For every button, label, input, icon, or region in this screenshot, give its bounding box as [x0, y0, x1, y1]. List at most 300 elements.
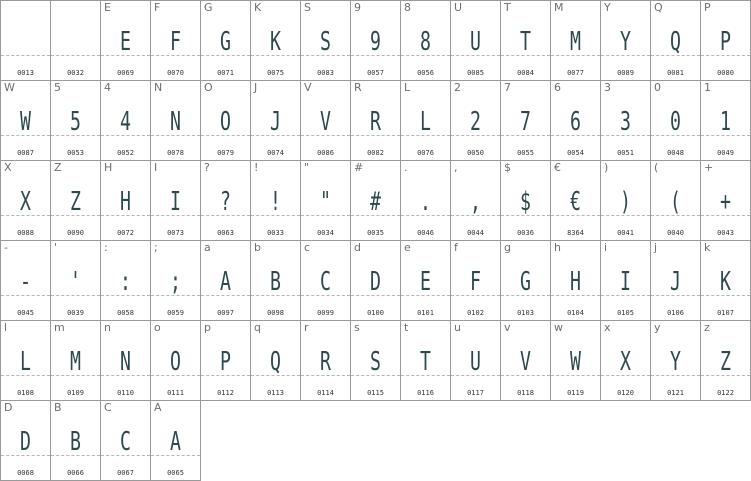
- glyph-cell[interactable]: [401, 241, 451, 321]
- glyph-cell-key-label: H: [104, 161, 113, 174]
- glyph-cell[interactable]: [51, 321, 101, 401]
- glyph-preview: N: [120, 347, 131, 377]
- baseline-guide: [1, 295, 50, 296]
- glyph-cell-key-label: p: [204, 321, 211, 334]
- glyph-preview: M: [570, 27, 581, 57]
- glyph-preview: S: [320, 27, 331, 57]
- glyph-cell[interactable]: [451, 1, 501, 81]
- glyph-preview: €: [570, 187, 581, 217]
- glyph-cell[interactable]: [301, 81, 351, 161]
- baseline-guide: [351, 375, 400, 376]
- glyph-preview: Y: [620, 27, 631, 57]
- glyph-cell[interactable]: [101, 321, 151, 401]
- glyph-cell[interactable]: [401, 81, 451, 161]
- baseline-guide: [251, 215, 300, 216]
- baseline-guide: [701, 375, 750, 376]
- glyph-char-code: 0081: [667, 69, 684, 77]
- glyph-char-code: 0071: [217, 69, 234, 77]
- baseline-guide: [101, 455, 150, 456]
- glyph-char-code: 0058: [117, 309, 134, 317]
- baseline-guide: [201, 215, 250, 216]
- baseline-guide: [701, 295, 750, 296]
- glyph-char-code: 0120: [617, 389, 634, 397]
- glyph-cell[interactable]: [1, 1, 51, 81]
- baseline-guide: [1, 215, 50, 216]
- baseline-guide: [1, 455, 50, 456]
- glyph-cell[interactable]: [651, 241, 701, 321]
- baseline-guide: [301, 135, 350, 136]
- glyph-cell-key-label: Z: [54, 161, 62, 174]
- baseline-guide: [651, 215, 700, 216]
- glyph-char-code: 0114: [317, 389, 334, 397]
- glyph-cell[interactable]: [351, 1, 401, 81]
- glyph-cell[interactable]: [151, 161, 201, 241]
- glyph-cell-key-label: ": [304, 161, 310, 174]
- glyph-cell[interactable]: [251, 241, 301, 321]
- glyph-cell[interactable]: [501, 161, 551, 241]
- glyph-char-code: 0098: [267, 309, 284, 317]
- glyph-cell-key-label: D: [4, 401, 13, 414]
- glyph-preview: .: [420, 187, 431, 217]
- glyph-preview: ): [620, 187, 631, 217]
- glyph-preview: Z: [70, 187, 81, 217]
- glyph-cell[interactable]: [501, 1, 551, 81]
- glyph-char-code: 0116: [417, 389, 434, 397]
- glyph-char-code: 0033: [267, 229, 284, 237]
- glyph-preview: -: [20, 267, 31, 297]
- baseline-guide: [351, 215, 400, 216]
- glyph-cell[interactable]: [151, 321, 201, 401]
- glyph-char-code: 0119: [567, 389, 584, 397]
- baseline-guide: [651, 55, 700, 56]
- baseline-guide: [201, 55, 250, 56]
- glyph-cell[interactable]: [651, 81, 701, 161]
- glyph-cell[interactable]: [101, 241, 151, 321]
- glyph-cell[interactable]: [201, 81, 251, 161]
- glyph-preview: 0: [670, 107, 681, 137]
- glyph-cell-key-label: a: [204, 241, 211, 254]
- glyph-cell-key-label: J: [254, 81, 258, 94]
- baseline-guide: [151, 135, 200, 136]
- glyph-cell-key-label: d: [354, 241, 361, 254]
- baseline-guide: [601, 295, 650, 296]
- glyph-preview: Z: [720, 347, 731, 377]
- baseline-guide: [301, 215, 350, 216]
- glyph-cell-key-label: G: [204, 1, 213, 14]
- glyph-cell-key-label: T: [504, 1, 511, 14]
- glyph-cell-key-label: l: [4, 321, 8, 334]
- baseline-guide: [601, 215, 650, 216]
- glyph-preview: 6: [570, 107, 581, 137]
- glyph-char-code: 0083: [317, 69, 334, 77]
- glyph-preview: 4: [120, 107, 131, 137]
- glyph-cell-key-label: 1: [704, 81, 711, 94]
- glyph-cell[interactable]: [601, 321, 651, 401]
- glyph-cell-key-label: S: [304, 1, 311, 14]
- glyph-preview: 1: [720, 107, 731, 137]
- glyph-cell-key-label: 4: [104, 81, 111, 94]
- glyph-cell[interactable]: [201, 321, 251, 401]
- glyph-char-code: 0102: [467, 309, 484, 317]
- glyph-cell[interactable]: [701, 1, 751, 81]
- glyph-cell-key-label: u: [454, 321, 461, 334]
- glyph-cell[interactable]: [151, 401, 201, 481]
- baseline-guide: [51, 215, 100, 216]
- glyph-preview: W: [20, 107, 31, 137]
- glyph-cell-key-label: #: [354, 161, 364, 174]
- glyph-char-code: 0108: [17, 389, 34, 397]
- glyph-cell[interactable]: [701, 81, 751, 161]
- glyph-cell[interactable]: [51, 401, 101, 481]
- glyph-char-code: 8364: [567, 229, 584, 237]
- glyph-cell-key-label: P: [704, 1, 711, 14]
- glyph-preview: C: [320, 267, 331, 297]
- glyph-char-code: 0051: [617, 149, 634, 157]
- baseline-guide: [501, 55, 550, 56]
- baseline-guide: [501, 375, 550, 376]
- glyph-preview: X: [20, 187, 31, 217]
- glyph-preview: G: [220, 27, 231, 57]
- baseline-guide: [51, 455, 100, 456]
- baseline-guide: [151, 55, 200, 56]
- baseline-guide: [651, 135, 700, 136]
- glyph-preview: D: [20, 427, 31, 457]
- glyph-cell[interactable]: [1, 401, 51, 481]
- glyph-char-code: 0112: [217, 389, 234, 397]
- glyph-char-code: 0099: [317, 309, 334, 317]
- glyph-cell-key-label: t: [404, 321, 409, 334]
- glyph-cell[interactable]: [301, 321, 351, 401]
- glyph-cell[interactable]: [551, 81, 601, 161]
- glyph-char-code: 0107: [717, 309, 734, 317]
- baseline-guide: [401, 135, 450, 136]
- glyph-cell-key-label: 0: [654, 81, 661, 94]
- baseline-guide: [401, 295, 450, 296]
- glyph-cell[interactable]: [1, 241, 51, 321]
- baseline-guide: [151, 455, 200, 456]
- glyph-cell-key-label: 7: [504, 81, 511, 94]
- glyph-char-code: 0053: [67, 149, 84, 157]
- glyph-cell-key-label: m: [54, 321, 65, 334]
- glyph-preview: J: [670, 267, 681, 297]
- glyph-char-code: 0118: [517, 389, 534, 397]
- glyph-cell-key-label: f: [454, 241, 458, 254]
- glyph-char-code: 0100: [367, 309, 384, 317]
- glyph-preview: E: [120, 27, 131, 57]
- glyph-preview: V: [520, 347, 531, 377]
- baseline-guide: [401, 375, 450, 376]
- glyph-preview: B: [270, 267, 281, 297]
- baseline-guide: [51, 375, 100, 376]
- glyph-cell[interactable]: [551, 241, 601, 321]
- baseline-guide: [551, 375, 600, 376]
- glyph-preview: L: [20, 347, 31, 377]
- baseline-guide: [601, 375, 650, 376]
- glyph-preview: $: [520, 187, 531, 217]
- glyph-preview: !: [270, 187, 281, 217]
- glyph-cell-key-label: R: [354, 81, 362, 94]
- glyph-cell[interactable]: [301, 161, 351, 241]
- glyph-cell[interactable]: [451, 161, 501, 241]
- glyph-cell-key-label: ): [604, 161, 609, 174]
- glyph-cell-key-label: o: [154, 321, 161, 334]
- glyph-cell-key-label: q: [254, 321, 261, 334]
- glyph-char-code: 0070: [167, 69, 184, 77]
- glyph-preview: 9: [370, 27, 381, 57]
- glyph-cell[interactable]: [501, 81, 551, 161]
- glyph-preview: I: [170, 187, 181, 217]
- glyph-cell[interactable]: [601, 161, 651, 241]
- baseline-guide: [701, 135, 750, 136]
- glyph-cell[interactable]: [101, 401, 151, 481]
- glyph-char-code: 0043: [717, 229, 734, 237]
- glyph-cell[interactable]: [501, 241, 551, 321]
- baseline-guide: [601, 55, 650, 56]
- glyph-preview: Q: [670, 27, 681, 57]
- baseline-guide: [701, 55, 750, 56]
- glyph-char-code: 0050: [467, 149, 484, 157]
- baseline-guide: [201, 135, 250, 136]
- glyph-cell[interactable]: [701, 161, 751, 241]
- baseline-guide: [151, 295, 200, 296]
- glyph-cell[interactable]: [1, 81, 51, 161]
- glyph-cell[interactable]: [701, 241, 751, 321]
- glyph-preview: H: [570, 267, 581, 297]
- baseline-guide: [251, 55, 300, 56]
- glyph-cell-key-label: i: [604, 241, 608, 254]
- glyph-cell[interactable]: [651, 1, 701, 81]
- glyph-preview: L: [420, 107, 431, 137]
- glyph-cell[interactable]: [201, 1, 251, 81]
- baseline-guide: [651, 295, 700, 296]
- glyph-preview: K: [270, 27, 281, 57]
- glyph-cell-key-label: k: [704, 241, 711, 254]
- glyph-preview: C: [120, 427, 131, 457]
- baseline-guide: [51, 135, 100, 136]
- baseline-guide: [451, 215, 500, 216]
- glyph-cell[interactable]: [401, 161, 451, 241]
- glyph-char-code: 0035: [367, 229, 384, 237]
- glyph-char-code: 0045: [17, 309, 34, 317]
- glyph-preview: ': [70, 267, 81, 297]
- glyph-preview: 3: [620, 107, 631, 137]
- glyph-cell-key-label: b: [254, 241, 261, 254]
- glyph-cell[interactable]: [601, 241, 651, 321]
- glyph-cell-key-label: N: [154, 81, 163, 94]
- baseline-guide: [451, 55, 500, 56]
- glyph-preview: S: [370, 347, 381, 377]
- glyph-cell[interactable]: [101, 161, 151, 241]
- glyph-preview: Q: [270, 347, 281, 377]
- glyph-char-code: 0048: [667, 149, 684, 157]
- glyph-cell[interactable]: [551, 161, 601, 241]
- glyph-preview: G: [520, 267, 531, 297]
- glyph-char-code: 0065: [167, 469, 184, 477]
- glyph-preview: +: [720, 187, 731, 217]
- glyph-cell[interactable]: [51, 241, 101, 321]
- glyph-preview: ;: [170, 267, 181, 297]
- glyph-char-code: 0085: [467, 69, 484, 77]
- glyph-char-code: 0067: [117, 469, 134, 477]
- glyph-cell[interactable]: [251, 81, 301, 161]
- baseline-guide: [551, 215, 600, 216]
- glyph-char-code: 0032: [67, 69, 84, 77]
- glyph-cell[interactable]: [201, 241, 251, 321]
- glyph-cell-key-label: 5: [54, 81, 61, 94]
- glyph-char-code: 0056: [417, 69, 434, 77]
- glyph-char-code: 0076: [417, 149, 434, 157]
- glyph-char-code: 0074: [267, 149, 284, 157]
- glyph-char-code: 0101: [417, 309, 434, 317]
- glyph-char-code: 0013: [17, 69, 34, 77]
- baseline-guide: [101, 215, 150, 216]
- baseline-guide: [451, 295, 500, 296]
- glyph-cell-key-label: O: [204, 81, 213, 94]
- glyph-cell[interactable]: [151, 1, 201, 81]
- glyph-char-code: 0105: [617, 309, 634, 317]
- glyph-cell-key-label: r: [304, 321, 309, 334]
- glyph-cell[interactable]: [51, 81, 101, 161]
- glyph-cell-key-label: I: [154, 161, 158, 174]
- glyph-preview: ": [320, 187, 331, 217]
- glyph-cell-key-label: A: [154, 401, 162, 414]
- glyph-cell-key-label: B: [54, 401, 62, 414]
- glyph-cell-key-label: U: [454, 1, 463, 14]
- glyph-preview: Y: [670, 347, 681, 377]
- baseline-guide: [151, 215, 200, 216]
- glyph-preview: M: [70, 347, 81, 377]
- glyph-preview: X: [620, 347, 631, 377]
- glyph-char-code: 0115: [367, 389, 384, 397]
- baseline-guide: [1, 375, 50, 376]
- glyph-char-code: 0072: [117, 229, 134, 237]
- glyph-preview: ,: [470, 187, 481, 217]
- glyph-cell[interactable]: [351, 241, 401, 321]
- glyph-preview: N: [170, 107, 181, 137]
- glyph-cell[interactable]: [451, 241, 501, 321]
- glyph-cell[interactable]: [701, 321, 751, 401]
- glyph-cell-key-label: s: [354, 321, 360, 334]
- glyph-preview: :: [120, 267, 131, 297]
- glyph-cell-key-label: :: [104, 241, 108, 254]
- glyph-cell[interactable]: [401, 321, 451, 401]
- glyph-cell-key-label: x: [604, 321, 611, 334]
- glyph-cell[interactable]: [301, 241, 351, 321]
- glyph-cell-key-label: $: [504, 161, 511, 174]
- glyph-cell[interactable]: [601, 81, 651, 161]
- glyph-char-code: 0088: [17, 229, 34, 237]
- baseline-guide: [251, 135, 300, 136]
- glyph-char-code: 0121: [667, 389, 684, 397]
- baseline-guide: [651, 375, 700, 376]
- glyph-cell[interactable]: [551, 321, 601, 401]
- baseline-guide: [301, 295, 350, 296]
- glyph-cell[interactable]: [51, 1, 101, 81]
- glyph-cell[interactable]: [251, 1, 301, 81]
- glyph-cell[interactable]: [151, 241, 201, 321]
- baseline-guide: [351, 55, 400, 56]
- glyph-cell-key-label: X: [4, 161, 12, 174]
- glyph-cell[interactable]: [351, 161, 401, 241]
- glyph-cell-key-label: ': [54, 241, 58, 254]
- glyph-char-code: 0103: [517, 309, 534, 317]
- glyph-cell[interactable]: [1, 161, 51, 241]
- glyph-cell-key-label: V: [304, 81, 312, 94]
- glyph-char-code: 0068: [17, 469, 34, 477]
- baseline-guide: [101, 135, 150, 136]
- glyph-cell[interactable]: [101, 1, 151, 81]
- glyph-char-code: 0044: [467, 229, 484, 237]
- glyph-cell[interactable]: [51, 161, 101, 241]
- glyph-char-code: 0054: [567, 149, 584, 157]
- glyph-cell[interactable]: [351, 321, 401, 401]
- glyph-cell[interactable]: [451, 81, 501, 161]
- glyph-cell-key-label: n: [104, 321, 111, 334]
- glyph-char-code: 0082: [367, 149, 384, 157]
- glyph-cell-key-label: (: [654, 161, 659, 174]
- baseline-guide: [151, 375, 200, 376]
- glyph-cell[interactable]: [651, 321, 701, 401]
- glyph-char-code: 0109: [67, 389, 84, 397]
- glyph-cell[interactable]: [151, 81, 201, 161]
- glyph-cell-key-label: 3: [604, 81, 611, 94]
- glyph-char-code: 0057: [367, 69, 384, 77]
- glyph-cell-key-label: w: [554, 321, 563, 334]
- glyph-preview: T: [520, 27, 531, 57]
- baseline-guide: [1, 135, 50, 136]
- glyph-cell[interactable]: [251, 161, 301, 241]
- glyph-cell[interactable]: [551, 1, 601, 81]
- glyph-cell-key-label: z: [704, 321, 710, 334]
- glyph-preview: W: [570, 347, 581, 377]
- glyph-cell-key-label: €: [554, 161, 561, 174]
- glyph-cell-key-label: e: [404, 241, 411, 254]
- glyph-cell-key-label: .: [404, 161, 408, 174]
- glyph-cell-key-label: v: [504, 321, 511, 334]
- glyph-cell[interactable]: [251, 321, 301, 401]
- glyph-char-code: 0078: [167, 149, 184, 157]
- glyph-cell-key-label: 9: [354, 1, 361, 14]
- glyph-cell[interactable]: [501, 321, 551, 401]
- glyph-char-code: 0073: [167, 229, 184, 237]
- glyph-preview: E: [420, 267, 431, 297]
- glyph-cell-key-label: M: [554, 1, 564, 14]
- glyph-cell[interactable]: [1, 321, 51, 401]
- glyph-cell[interactable]: [451, 321, 501, 401]
- baseline-guide: [401, 55, 450, 56]
- glyph-cell-key-label: g: [504, 241, 511, 254]
- glyph-cell[interactable]: [201, 161, 251, 241]
- glyph-preview: P: [220, 347, 231, 377]
- glyph-cell[interactable]: [401, 1, 451, 81]
- baseline-guide: [51, 295, 100, 296]
- glyph-cell[interactable]: [351, 81, 401, 161]
- glyph-cell[interactable]: [101, 81, 151, 161]
- glyph-preview: ?: [220, 187, 231, 217]
- glyph-char-code: 0113: [267, 389, 284, 397]
- glyph-cell-key-label: E: [104, 1, 111, 14]
- glyph-preview: P: [720, 27, 731, 57]
- glyph-char-code: 0086: [317, 149, 334, 157]
- baseline-guide: [401, 215, 450, 216]
- glyph-preview: A: [170, 427, 181, 457]
- glyph-char-code: 0110: [117, 389, 134, 397]
- glyph-cell[interactable]: [651, 161, 701, 241]
- glyph-char-code: 0097: [217, 309, 234, 317]
- glyph-cell[interactable]: [601, 1, 651, 81]
- glyph-cell[interactable]: [301, 1, 351, 81]
- baseline-guide: [351, 295, 400, 296]
